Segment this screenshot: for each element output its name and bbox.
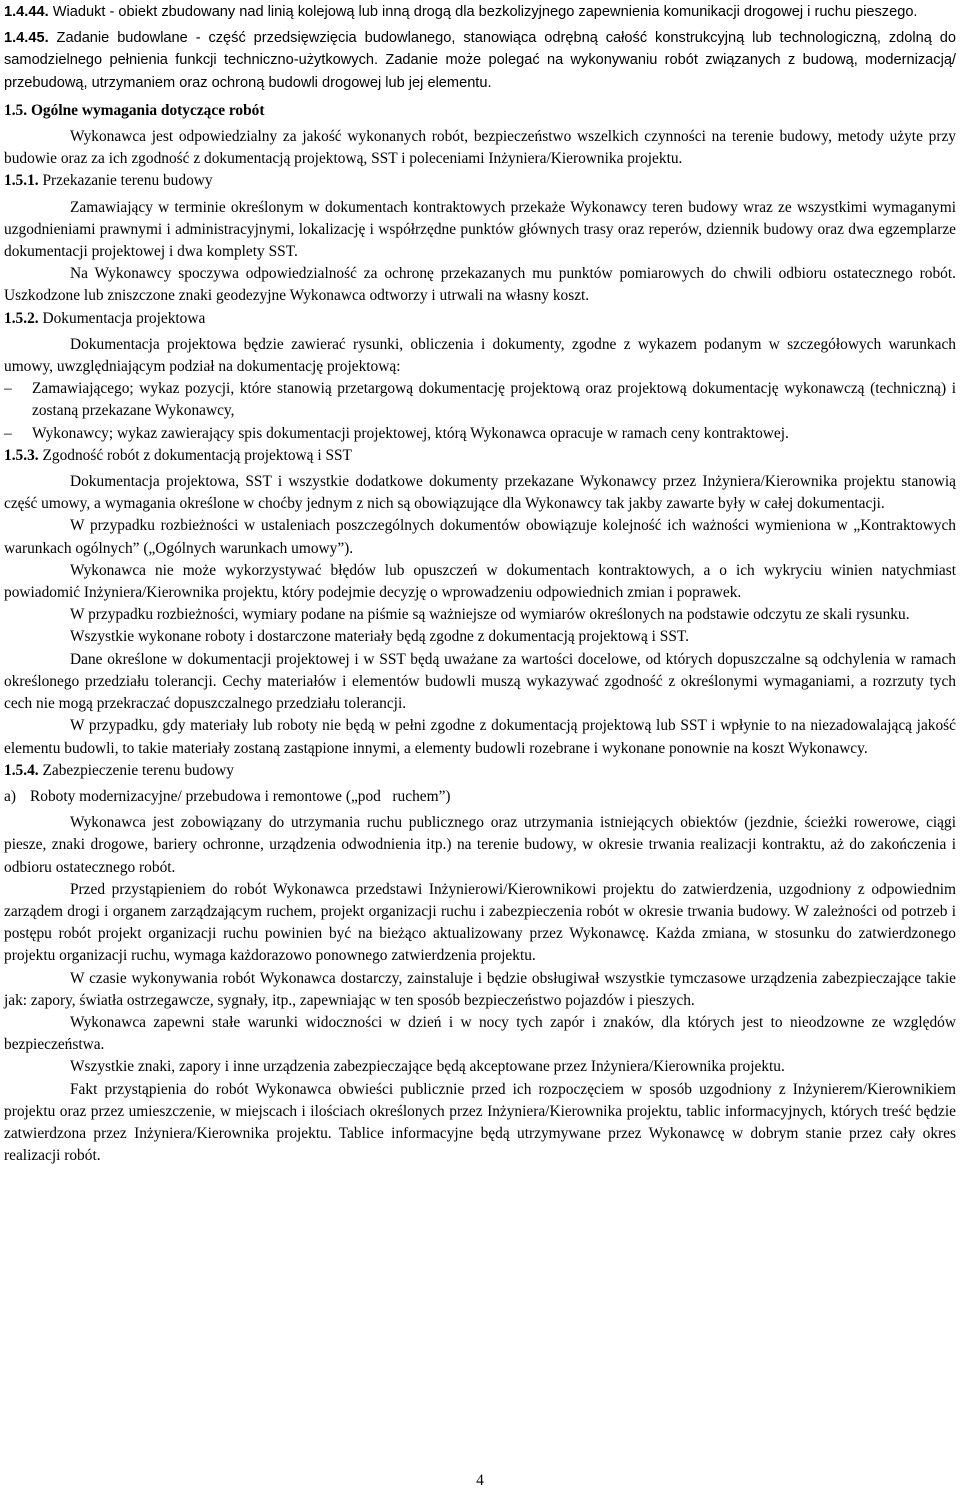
paragraph: W przypadku rozbieżności w ustaleniach poszczególnych dokumentów obowiązuje kolejność ich ważności wymieniona w „Kontraktowych warunkach ogólnych” („Ogólnych warunkach umowy”). (4, 517, 956, 557)
list-item-text: Zamawiającego; wykaz pozycji, które stanowią przetargową dokumentację projektową oraz projektową dokumentację wykonawczą (techniczną) i zostaną przekazane Wykonawcy, (32, 380, 956, 420)
paragraph: Dane określone w dokumentacji projektowej i w SST będą uważane za wartości docelowe, od których dopuszczalne są odchylenia w ramach określonego przedziału tolerancji. Cechy materiałów i elementów budowli muszą wykazywać zgodność z określonymi wymaganiami, a rozrzuty tych cech nie mogą przekraczać dopuszczalnego przedziału tolerancji. (4, 650, 956, 713)
section-number: 1.5. (4, 101, 28, 119)
definition-1-4-44 (4, 1, 956, 23)
list-item-text: Wykonawcy; wykaz zawierający spis dokumentacji projektowej, którą Wykonawca opracuje w ramach ceny kontraktowej. (32, 424, 789, 442)
section-title: Przekazanie terenu budowy (42, 172, 213, 190)
subsection-title: Roboty modernizacyjne/ przebudowa i remontowe („pod ruchem”) (30, 787, 451, 805)
section-heading-1-5 (4, 100, 956, 122)
section-number: 1.5.3. (4, 446, 39, 464)
section-heading-1-5-3 (4, 445, 956, 467)
paragraph: Dokumentacja projektowa, SST i wszystkie dodatkowe dokumenty przekazane Wykonawcy przez Inżyniera/Kierownika projektu stanowią część umowy, a wymagania określone w choćby jednym z nich są obowiązujące dla Wykonawcy tak jakby zawarte były w całej dokumentacji. (4, 473, 956, 513)
definition-1-4-45 (4, 27, 956, 94)
dash-list (4, 378, 956, 445)
definition-number: 1.4.44. (4, 4, 49, 20)
list-item (4, 423, 956, 445)
dash-bullet: – (4, 380, 12, 398)
paragraph: Na Wykonawcy spoczywa odpowiedzialność za ochronę przekazanych mu punktów pomiarowych do chwili odbioru ostatecznego robót. Uszkodzone lub zniszczone znaki geodezyjne Wykonawca odtworzy i utrwali na własny koszt. (4, 265, 956, 305)
section-heading-1-5-1 (4, 170, 956, 192)
section-number: 1.5.1. (4, 172, 39, 190)
paragraph: Fakt przystąpienia do robót Wykonawca obwieści publicznie przed ich rozpoczęciem w sposób uzgodniony z Inżynierem/Kierownikiem projektu oraz przez umieszczenie, w miejscach i ilościach określonych przez Inżyniera/Kierownika projektu, tablic informacyjnych, których treść będzie zatwierdzona przez Inżyniera/Kierownika projektu. Tablice informacyjne będą utrzymywane przez Wykonawcę w dobrym stanie przez cały okres realizacji robót. (4, 1080, 956, 1165)
paragraph: Wszystkie znaki, zapory i inne urządzenia zabezpieczające będą akceptowane przez Inżyniera/Kierownika projektu. (70, 1058, 785, 1076)
section-heading-1-5-2 (4, 308, 956, 330)
section-title: Ogólne wymagania dotyczące robót (30, 101, 265, 119)
definition-text: Wiadukt - obiekt zbudowany nad linią kolejową lub inną drogą dla bezkolizyjnego zapewnienia komunikacji drogowej i ruchu pieszego. (52, 4, 918, 20)
definition-text: Zadanie budowlane - część przedsięwzięcia budowlanego, stanowiąca odrębną całość konstrukcyjną lub technologiczną, zdolną do samodzielnego pełnienia funkcji techniczno-użytkowych. Zadanie może polegać na wykonywaniu robót związanych z budową, modernizacją/ przebudową, utrzymaniem oraz ochroną budowli drogowej lub jej elementu. (4, 30, 956, 91)
subsection-label: a) (4, 787, 16, 805)
paragraph: Wszystkie wykonane roboty i dostarczone materiały będą zgodne z dokumentacją projektową i SST. (70, 628, 689, 646)
paragraph: Dokumentacja projektowa będzie zawierać rysunki, obliczenia i dokumenty, zgodne z wykazem podanym w szczegółowych warunkach umowy, uwzględniającym podział na dokumentację projektową: (4, 335, 956, 376)
paragraph: W czasie wykonywania robót Wykonawca dostarczy, zainstaluje i będzie obsługiwał wszystkie tymczasowe urządzenia zabezpieczające takie jak: zapory, światła ostrzegawcze, sygnały, itp., zapewniając w ten sposób bezpieczeństwo pojazdów i pieszych. (4, 969, 956, 1009)
section-number: 1.5.4. (4, 761, 39, 779)
list-item (4, 378, 956, 422)
section-title: Zabezpieczenie terenu budowy (42, 761, 234, 779)
paragraph: Wykonawca nie może wykorzystywać błędów lub opuszczeń w dokumentach kontraktowych, a o ich wykryciu winien natychmiast powiadomić Inżyniera/Kierownika projektu, który podejmie decyzję o wprowadzeniu odpowiednich zmian i poprawek. (4, 561, 956, 602)
section-title: Zgodność robót z dokumentacją projektową i SST (42, 446, 352, 464)
paragraph: Wykonawca jest zobowiązany do utrzymania ruchu publicznego oraz utrzymania istniejących obiektów (jezdnie, ścieżki rowerowe, ciągi piesze, znaki drogowe, bariery ochronne, urządzenia odwodnienia itp.) na terenie budowy, w okresie trwania realizacji kontraktu, aż do zakończenia i odbioru ostatecznego robót. (4, 814, 956, 876)
paragraph: Przed przystąpieniem do robót Wykonawca przedstawi Inżynierowi/Kierownikowi projektu do zatwierdzenia, uzgodniony z odpowiednim zarządem drogi i organem zarządzającym ruchem, projekt organizacji ruchu i zabezpieczenia robót w okresie trwania budowy. W zależności od potrzeb i postępu robót projekt organizacji ruchu powinien być na bieżąco aktualizowany przez Wykonawcę. Każda zmiana, w stosunku do zatwierdzonego projektu organizacji ruchu, wymaga każdorazowo ponownego zatwierdzenia projektu. (4, 880, 956, 965)
paragraph: Wykonawca jest odpowiedzialny za jakość wykonanych robót, bezpieczeństwo wszelkich czynności na terenie budowy, metody użyte przy budowie oraz za ich zgodność z dokumentacją projektową, SST i poleceniami Inżyniera/Kierownika projektu. (4, 128, 956, 168)
page-number: 4 (476, 1472, 484, 1489)
paragraph: W przypadku rozbieżności, wymiary podane na piśmie są ważniejsze od wymiarów określonych na podstawie odczytu ze skali rysunku. (70, 606, 910, 624)
subsection-a-heading (4, 786, 956, 808)
section-title: Dokumentacja projektowa (42, 309, 206, 327)
dash-bullet: – (4, 424, 12, 442)
paragraph: Zamawiający w terminie określonym w dokumentach kontraktowych przekaże Wykonawcy teren budowy wraz ze wszystkimi wymaganymi uzgodnieniami prawnymi i administracyjnymi, lokalizację i współrzędne punktów głównych trasy oraz reperów, dziennik budowy oraz dwa egzemplarze dokumentacji projektowej i dwa komplety SST. (4, 198, 956, 261)
definition-number: 1.4.45. (4, 30, 49, 47)
section-number: 1.5.2. (4, 309, 39, 327)
section-heading-1-5-4 (4, 760, 956, 782)
paragraph: Wykonawca zapewni stałe warunki widoczności w dzień i w nocy tych zapór i znaków, dla których jest to nieodzowne ze względów bezpieczeństwa. (4, 1013, 956, 1054)
paragraph: W przypadku, gdy materiały lub roboty nie będą w pełni zgodne z dokumentacją projektową lub SST i wpłynie to na niezadowalającą jakość elementu budowli, to takie materiały zostaną zastąpione innymi, a elementy budowli rozebrane i wykonane ponownie na koszt Wykonawcy. (4, 717, 956, 757)
